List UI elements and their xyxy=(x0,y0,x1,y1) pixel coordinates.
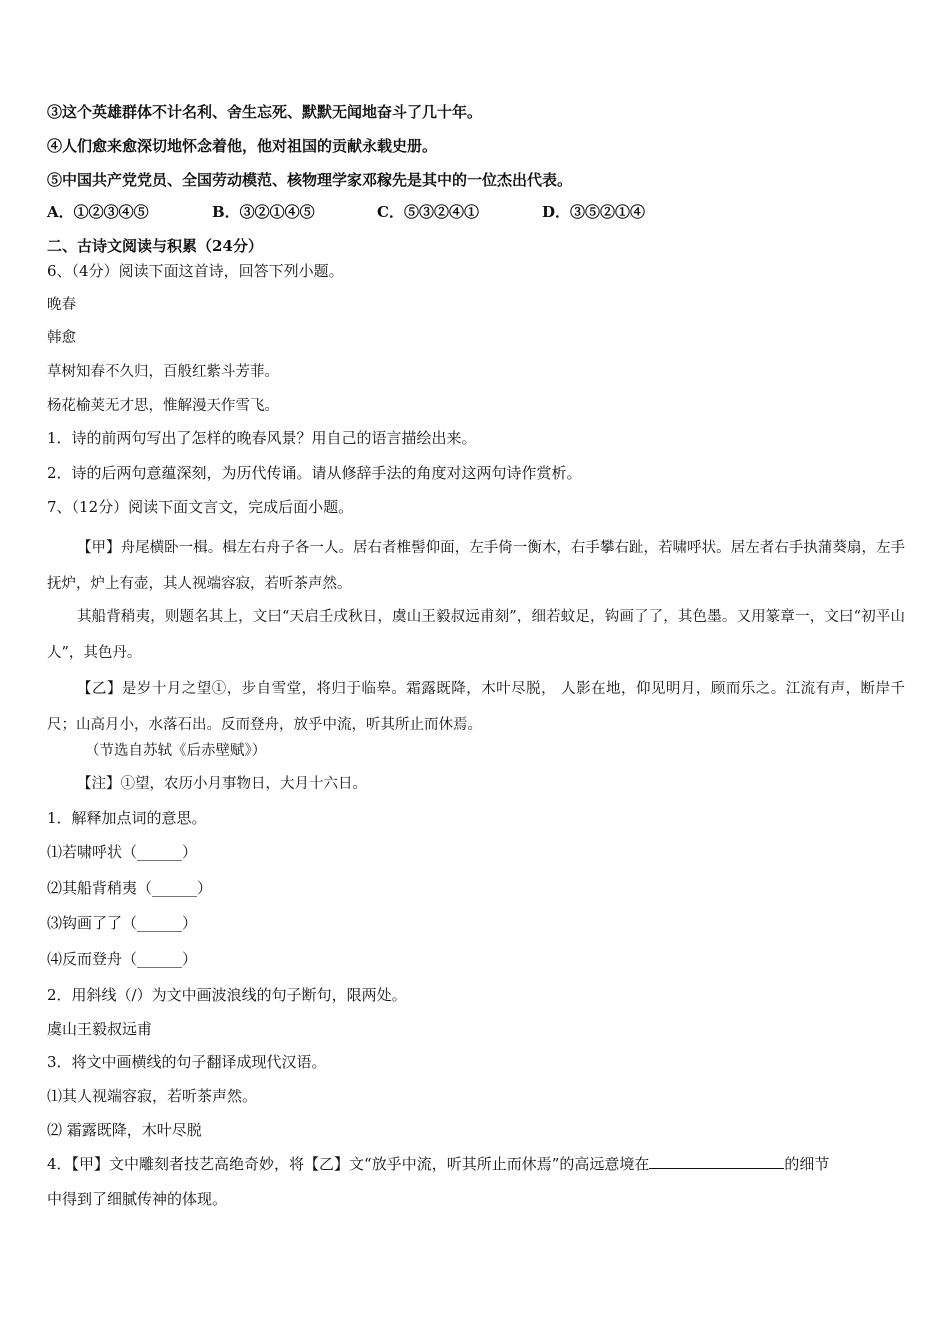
question-7-2: 2．用斜线（/）为文中画波浪线的句子断句，限两处。 xyxy=(47,986,407,1004)
poem-author: 韩愈 xyxy=(47,330,76,346)
question-6: 6、（4分）阅读下面这首诗，回答下列小题。 xyxy=(47,262,344,280)
translate-item-2: ⑵ 霜露既降，木叶尽脱 xyxy=(47,1121,202,1139)
poem-line-1: 草树知春不久归，百般红紫斗芳菲。 xyxy=(47,364,279,380)
sentence-5: ⑤中国共产党党员、全国劳动模范、核物理学家邓稼先是其中的一位杰出代表。 xyxy=(47,171,573,189)
question-7: 7、（12分）阅读下面文言文，完成后面小题。 xyxy=(47,498,354,516)
passage-yi: 【乙】是岁十月之望①，步自雪堂，将归于临皋。霜露既降，木叶尽脱， 人影在地，仰见明月，顾而乐之。江流有声，断岸千尺；山高月小，水落石出。反而登舟，放乎中流，听其所止而休焉。 xyxy=(47,681,905,733)
poem-line-2: 杨花榆荚无才思，惟解漫天作雪飞。 xyxy=(47,398,279,414)
question-6-1: 1．诗的前两句写出了怎样的晚春风景？用自己的语言描绘出来。 xyxy=(47,429,477,447)
passage-jia-2: 其船背稍夷，则题名其上，文曰“天启壬戌秋日，虞山王毅叔远甫刻”，细若蚊足，钩画了了，其色墨。又用篆章一，文曰“初平山人”，其色丹。 xyxy=(47,609,905,661)
translate-item-1: ⑴其人视端容寂，若听茶声然。 xyxy=(47,1087,258,1105)
option-c: C．⑤③②④① xyxy=(377,203,479,221)
passage-jia-1: 【甲】舟尾横卧一楫。楫左右舟子各一人。居右者椎髻仰面，左手倚一衡木，右手攀右趾，若啸呼状。居左者右手执蒲葵扇，左手抚炉，炉上有壶，其人视端容寂，若听茶声然。 xyxy=(47,540,905,592)
word-item-1: ⑴若啸呼状（______） xyxy=(47,843,198,861)
wavy-sentence: 虞山王毅叔远甫 xyxy=(47,1020,153,1038)
sentence-3: ③这个英雄群体不计名利、舍生忘死、默默无闻地奋斗了几十年。 xyxy=(47,103,483,121)
question-7-4-line-1 xyxy=(47,1154,829,1174)
passage-source: （节选自苏轼《后赤壁赋》） xyxy=(85,743,267,759)
option-d: D．③⑤②①④ xyxy=(542,203,646,221)
sentence-4: ④人们愈来愈深切地怀念着他，他对祖国的贡献永载史册。 xyxy=(47,137,438,155)
word-item-2: ⑵其船背稍夷（______） xyxy=(47,879,213,897)
answer-options xyxy=(47,202,645,222)
option-b: B．③②①④⑤ xyxy=(212,203,315,221)
question-7-1: 1．解释加点词的意思。 xyxy=(47,809,207,827)
passage-note: 【注】①望，农历小月事物日，大月十六日。 xyxy=(77,776,367,792)
question-7-3: 3．将文中画横线的句子翻译成现代汉语。 xyxy=(47,1053,327,1071)
answer-blank[interactable] xyxy=(649,1154,784,1169)
question-7-4-text: 4．【甲】文中雕刻者技艺高绝奇妙，将【乙】文“放乎中流，听其所止而休焉”的高远意境在 xyxy=(47,1155,650,1173)
question-7-4-line-2: 中得到了细腻传神的体现。 xyxy=(47,1190,228,1208)
question-6-2: 2．诗的后两句意蕴深刻，为历代传诵。请从修辞手法的角度对这两句诗作赏析。 xyxy=(47,464,582,482)
option-a: A．①②③④⑤ xyxy=(47,203,149,221)
word-item-3: ⑶钩画了了（______） xyxy=(47,914,198,932)
question-7-4-tail: 的细节 xyxy=(784,1155,830,1173)
word-item-4: ⑷反而登舟（______） xyxy=(47,950,198,968)
poem-title: 晚春 xyxy=(47,297,76,313)
section-heading: 二、古诗文阅读与积累（24分） xyxy=(47,237,263,255)
